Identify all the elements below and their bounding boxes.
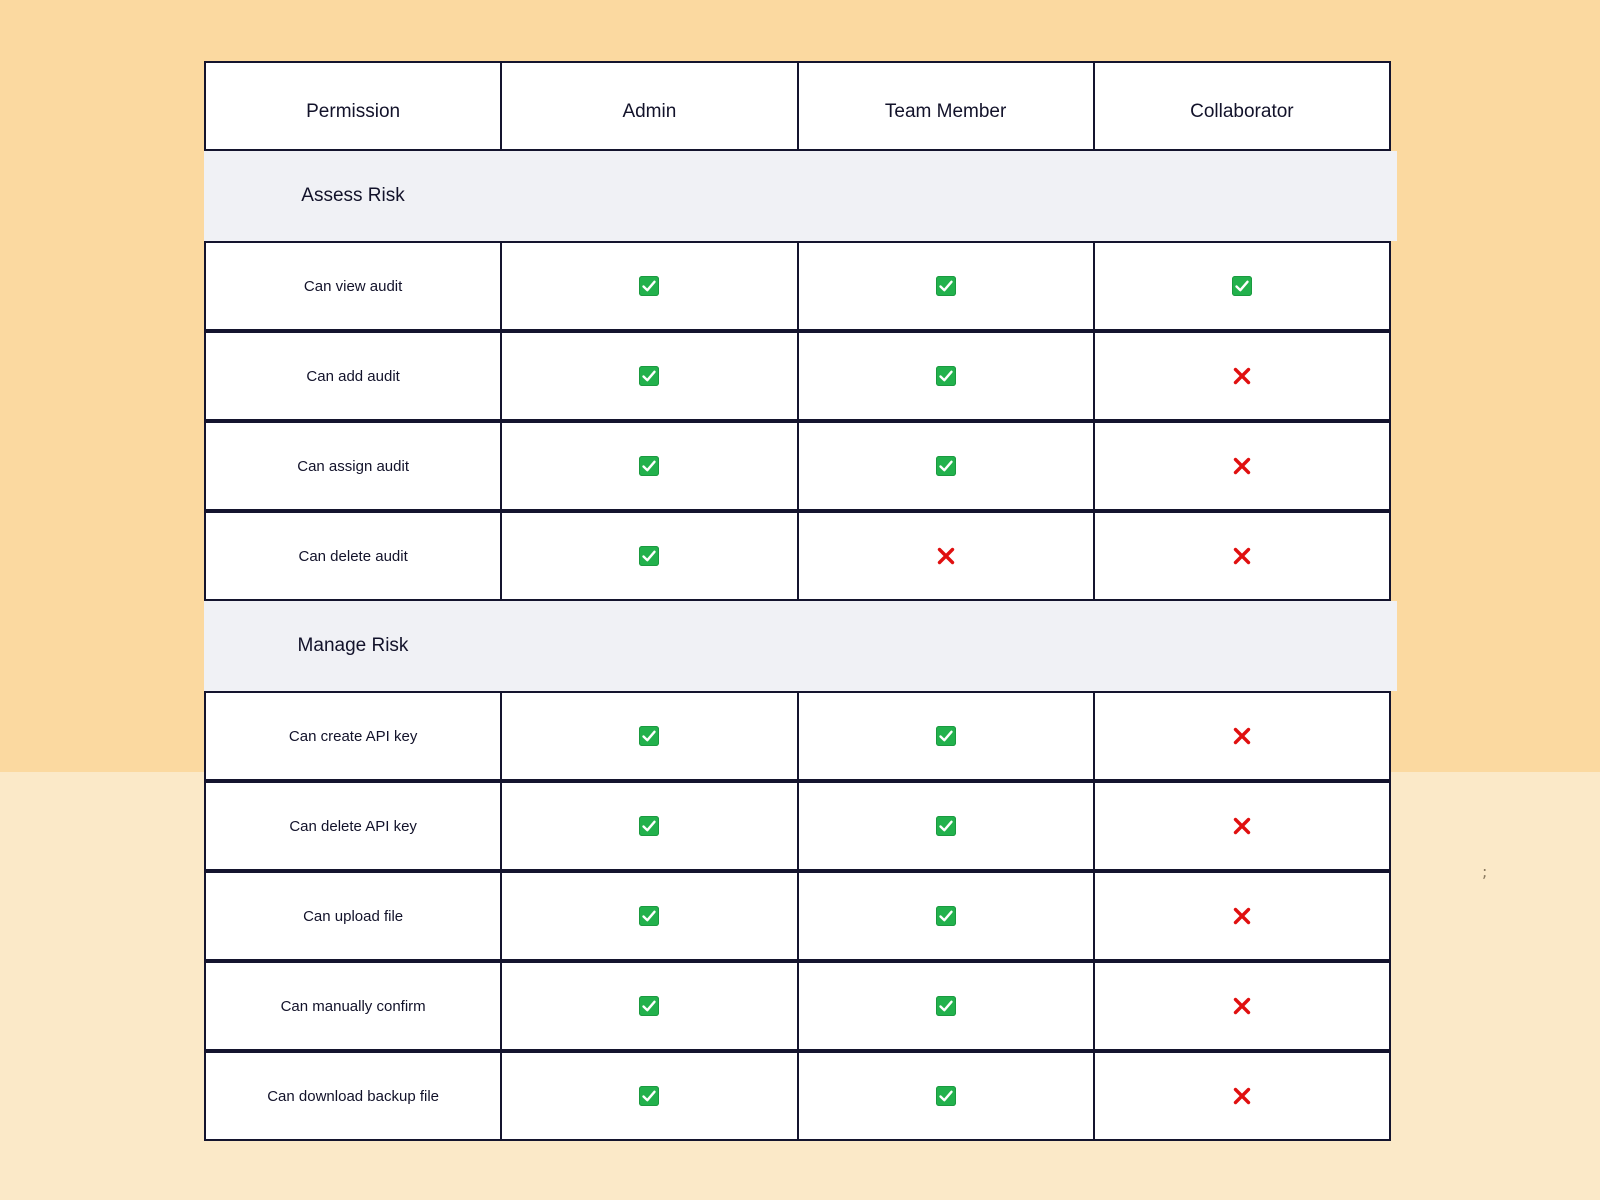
cell-admin	[500, 241, 798, 331]
cell-team-member	[797, 691, 1095, 781]
permission-label: Can view audit	[204, 241, 502, 331]
check-icon	[936, 456, 956, 476]
table-row	[204, 781, 1397, 871]
permission-label: Can add audit	[204, 331, 502, 421]
cell-team-member	[797, 781, 1095, 871]
cell-collaborator	[1093, 961, 1391, 1051]
check-icon	[936, 996, 956, 1016]
permission-label: Can delete audit	[204, 511, 502, 601]
cell-team-member	[797, 1051, 1095, 1141]
cell-collaborator	[1093, 241, 1391, 331]
check-icon	[936, 1086, 956, 1106]
cell-admin	[500, 961, 798, 1051]
cell-admin	[500, 1051, 798, 1141]
cell-team-member	[797, 871, 1095, 961]
cell-admin	[500, 421, 798, 511]
cell-collaborator	[1093, 421, 1391, 511]
table-row	[204, 961, 1397, 1051]
table-row	[204, 241, 1397, 331]
table-body	[204, 151, 1397, 1141]
check-icon	[639, 996, 659, 1016]
table-row	[204, 331, 1397, 421]
cross-icon	[1232, 906, 1252, 926]
table-header-row	[204, 61, 1397, 151]
stray-mark: ;	[1482, 862, 1488, 881]
cell-team-member	[797, 511, 1095, 601]
table-row	[204, 691, 1397, 781]
check-icon	[1232, 276, 1252, 296]
permission-label: Can assign audit	[204, 421, 502, 511]
table-row	[204, 871, 1397, 961]
cell-collaborator	[1093, 781, 1391, 871]
check-icon	[639, 366, 659, 386]
header-admin: Admin	[500, 61, 798, 151]
section-header	[204, 151, 1397, 241]
check-icon	[936, 906, 956, 926]
cell-team-member	[797, 421, 1095, 511]
cross-icon	[1232, 726, 1252, 746]
cell-collaborator	[1093, 331, 1391, 421]
cell-admin	[500, 781, 798, 871]
cell-collaborator	[1093, 511, 1391, 601]
cross-icon	[1232, 1086, 1252, 1106]
header-permission: Permission	[204, 61, 502, 151]
table-row	[204, 421, 1397, 511]
permission-label: Can manually confirm	[204, 961, 502, 1051]
cross-icon	[1232, 996, 1252, 1016]
check-icon	[639, 726, 659, 746]
check-icon	[639, 456, 659, 476]
cell-team-member	[797, 331, 1095, 421]
check-icon	[936, 366, 956, 386]
cross-icon	[1232, 816, 1252, 836]
permissions-table	[204, 61, 1397, 1141]
table-row	[204, 1051, 1397, 1141]
check-icon	[936, 276, 956, 296]
check-icon	[639, 276, 659, 296]
permission-label: Can download backup file	[204, 1051, 502, 1141]
header-team-member: Team Member	[797, 61, 1095, 151]
cell-collaborator	[1093, 691, 1391, 781]
table-row	[204, 511, 1397, 601]
permission-label: Can upload file	[204, 871, 502, 961]
check-icon	[936, 726, 956, 746]
cell-collaborator	[1093, 1051, 1391, 1141]
permission-label: Can delete API key	[204, 781, 502, 871]
permission-label: Can create API key	[204, 691, 502, 781]
header-collaborator: Collaborator	[1093, 61, 1391, 151]
check-icon	[639, 1086, 659, 1106]
check-icon	[639, 546, 659, 566]
cross-icon	[1232, 366, 1252, 386]
check-icon	[936, 816, 956, 836]
cross-icon	[1232, 456, 1252, 476]
cell-collaborator	[1093, 871, 1391, 961]
section-header	[204, 601, 1397, 691]
cell-admin	[500, 691, 798, 781]
cell-team-member	[797, 961, 1095, 1051]
cell-admin	[500, 871, 798, 961]
cell-admin	[500, 511, 798, 601]
section-title: Manage Risk	[297, 635, 409, 656]
section-title: Assess Risk	[301, 185, 405, 206]
cross-icon	[936, 546, 956, 566]
check-icon	[639, 816, 659, 836]
cell-admin	[500, 331, 798, 421]
cross-icon	[1232, 546, 1252, 566]
cell-team-member	[797, 241, 1095, 331]
check-icon	[639, 906, 659, 926]
